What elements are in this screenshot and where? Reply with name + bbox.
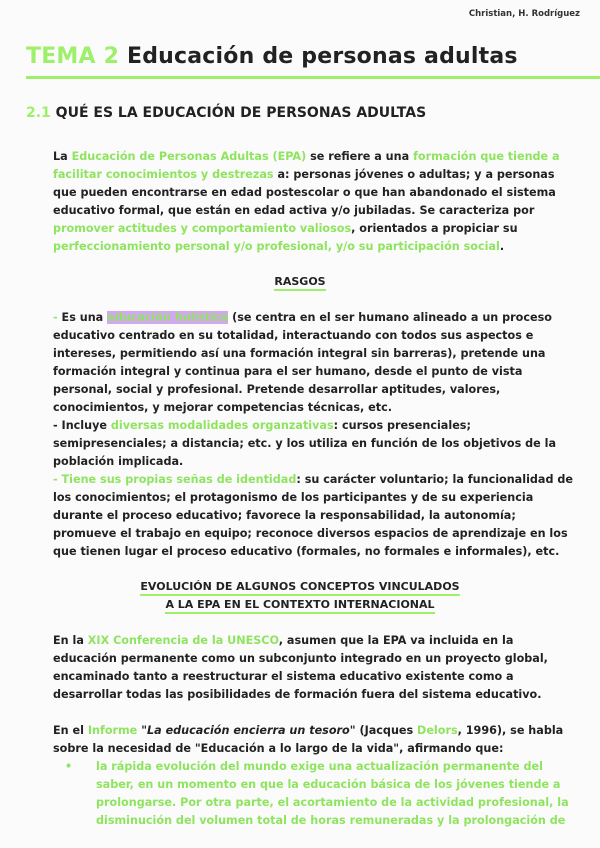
- section-title: QUÉ ES LA EDUCACIÓN DE PERSONAS ADULTAS: [50, 105, 427, 121]
- text: En el: [53, 724, 88, 737]
- title-prefix: TEMA 2: [26, 44, 120, 69]
- heading-line-1: EVOLUCIÓN DE ALGUNOS CONCEPTOS VINCULADOS: [140, 579, 459, 596]
- title-divider: [26, 76, 600, 79]
- rasgo-item-2: [53, 417, 573, 471]
- highlight-term: XIX Conferencia de la UNESCO: [87, 634, 279, 647]
- highlight-term: formación que tiende a facilitar conocimientos y destrezas: [53, 150, 560, 181]
- highlighted-term: educación holística: [107, 311, 229, 324]
- author-name: Christian, H. Rodríguez: [468, 9, 580, 19]
- text: Es una: [61, 311, 108, 324]
- intro-paragraph: [53, 148, 573, 256]
- book-title: "La educación encierra un tesoro": [141, 724, 356, 737]
- highlight-term: diversas modalidades organzativas: [110, 419, 334, 432]
- highlight-term: Delors: [417, 724, 458, 737]
- text: : su carácter voluntario; la funcionalidad de los conocimientos; el protagonismo de los participantes y de su experiencia durante el proceso educativo; favorece la responsabilidad, la autonomía; promueve el trabajo en equipo; reconoce diversos espacios de aprendizaje en los que tienen lugar el proceso educativo (formales, no formales e informales), etc.: [53, 473, 573, 558]
- text: a: personas jóvenes o adultas; y a personas que pueden encontrarse en edad postescolar o que han abandonado el sistema educativo formal, que están en edad activa y/o jubiladas. Se caracteriza por: [53, 168, 556, 217]
- highlight-term: perfeccionamiento personal y/o profesional, y/o su participación social: [53, 240, 500, 253]
- highlight-term: - Tiene sus propias señas de identidad: [53, 473, 297, 486]
- rasgo-item-3: [53, 471, 573, 561]
- text: , 1996), se habla sobre la necesidad de "Educación a lo largo de la vida", afirmando que:: [53, 724, 564, 755]
- rasgos-list: [53, 309, 573, 561]
- section-heading: [26, 105, 426, 121]
- dash: -: [53, 311, 62, 324]
- text: : cursos presenciales; semipresenciales; a distancia; etc. y los utiliza en función de los objetivos de la población implicada.: [53, 419, 556, 468]
- rasgos-heading: [0, 273, 600, 291]
- text: se refiere a una: [306, 150, 414, 163]
- text: , orientados a propiciar su: [351, 222, 518, 235]
- text: La: [53, 150, 72, 163]
- text: (se centra en el ser humano alineado a un proceso educativo centrado en su totalidad, interactuando con todos sus aspectos e intereses, permitiendo así una formación integral sin barreras), pretende una formación integral y continua para el ser humano, desde el punto de vista personal, social y profesional. Pretende desarrollar aptitudes, valores, conocimientos, y mejorar competencias técnicas, etc.: [53, 311, 552, 414]
- highlight-term: Informe: [87, 724, 138, 737]
- page-title: [26, 44, 518, 69]
- heading-line-2: A LA EPA EN EL CONTEXTO INTERNACIONAL: [165, 597, 434, 614]
- bullet-item: [53, 758, 573, 830]
- highlight-term: promover actitudes y comportamiento valiosos: [53, 222, 352, 235]
- text: (Jacques: [355, 724, 418, 737]
- title-text: Educación de personas adultas: [119, 44, 518, 69]
- evolucion-heading: [0, 578, 600, 614]
- text: En la: [53, 634, 88, 647]
- text: .: [499, 240, 505, 253]
- text: - Incluye: [53, 419, 111, 432]
- highlight-term: Educación de Personas Adultas (EPA): [71, 150, 307, 163]
- unesco-paragraph: [53, 632, 573, 704]
- rasgo-item-1: [53, 309, 573, 417]
- text: , asumen que la EPA va incluida en la educación permanente como un subconjunto integrado en un proyecto global, encaminado tanto a reestructurar el sistema educativo existente como a desarrollar todas las posibilidades de formación fuera del sistema educativo.: [53, 634, 548, 701]
- bullet-icon: •: [65, 760, 73, 773]
- heading-text: RASGOS: [274, 274, 325, 291]
- delors-paragraph: [53, 722, 573, 758]
- section-number: 2.1: [26, 105, 51, 121]
- bullet-text: la rápida evolución del mundo exige una actualización permanente del saber, en un momento en que la educación básica de los jóvenes tiende a prolongarse. Por otra parte, el acortamiento de la actividad profesional, la disminución del volumen total de horas remuneradas y la prolongación de: [96, 760, 569, 827]
